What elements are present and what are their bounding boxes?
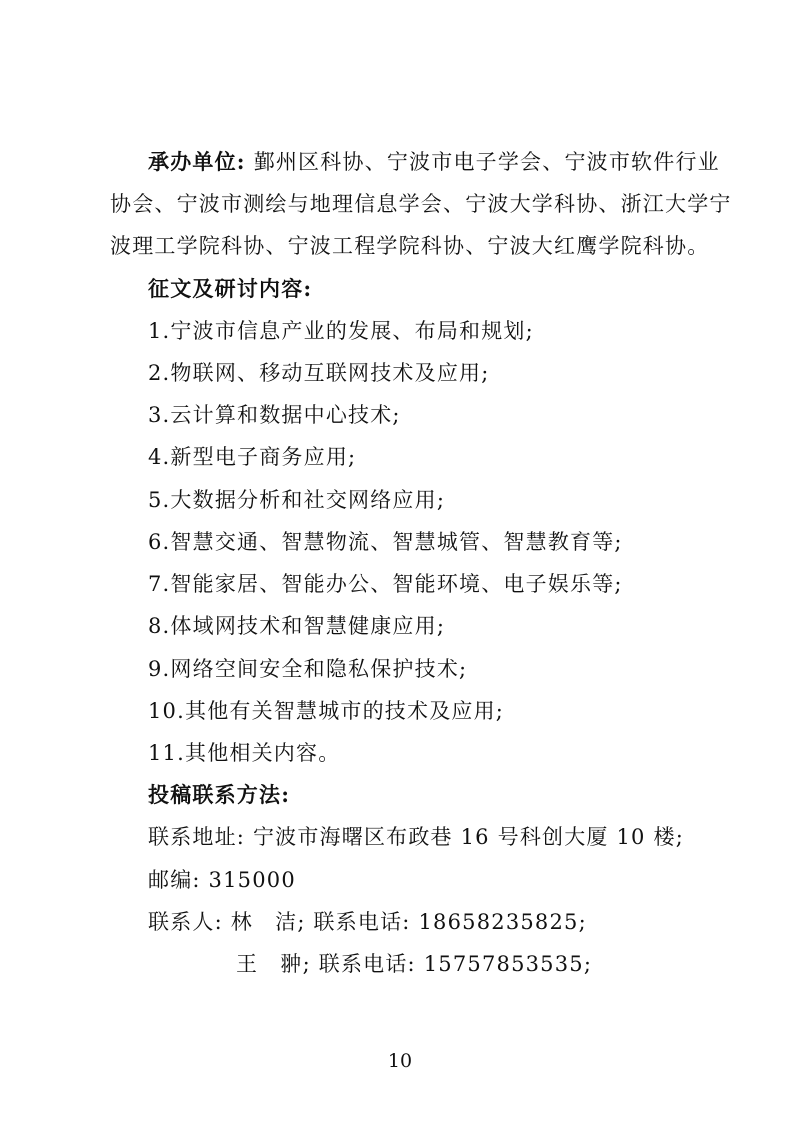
organizer-paragraph-line-2: 协会、宁波市测绘与地理信息学会、宁波大学科协、浙江大学宁 bbox=[110, 192, 732, 216]
contact-postcode: 邮编: 315000 bbox=[148, 868, 296, 892]
topic-item: 1.宁波市信息产业的发展、布局和规划; bbox=[148, 319, 534, 343]
organizer-paragraph-line-1 bbox=[148, 148, 720, 176]
contact-heading: 投稿联系方法: bbox=[148, 782, 291, 807]
page-number: 10 bbox=[387, 1050, 413, 1072]
topic-item: 4.新型电子商务应用; bbox=[148, 445, 357, 469]
organizer-heading: 承办单位: bbox=[148, 149, 246, 174]
organizer-text-1: 鄞州区科协、宁波市电子学会、宁波市软件行业 bbox=[253, 150, 720, 174]
topic-item: 9.网络空间安全和隐私保护技术; bbox=[148, 657, 468, 681]
topic-item: 5.大数据分析和社交网络应用; bbox=[148, 488, 446, 512]
topics-heading: 征文及研讨内容: bbox=[148, 276, 313, 301]
topic-item: 3.云计算和数据中心技术; bbox=[148, 403, 401, 427]
topic-item: 6.智慧交通、智慧物流、智慧城管、智慧教育等; bbox=[148, 530, 623, 554]
contact-person-2: 王 翀; 联系电话: 15757853535; bbox=[236, 952, 593, 976]
topic-item: 11.其他相关内容。 bbox=[148, 741, 341, 765]
contact-person-1: 联系人: 林 洁; 联系电话: 18658235825; bbox=[148, 910, 587, 934]
topic-item: 7.智能家居、智能办公、智能环境、电子娱乐等; bbox=[148, 572, 623, 596]
topic-item: 8.体域网技术和智慧健康应用; bbox=[148, 614, 446, 638]
contact-address: 联系地址: 宁波市海曙区布政巷 16 号科创大厦 10 楼; bbox=[148, 825, 684, 849]
topic-item: 10.其他有关智慧城市的技术及应用; bbox=[148, 699, 505, 723]
organizer-paragraph-line-3: 波理工学院科协、宁波工程学院科协、宁波大红鹰学院科协。 bbox=[110, 234, 710, 258]
topic-item: 2.物联网、移动互联网技术及应用; bbox=[148, 361, 490, 385]
